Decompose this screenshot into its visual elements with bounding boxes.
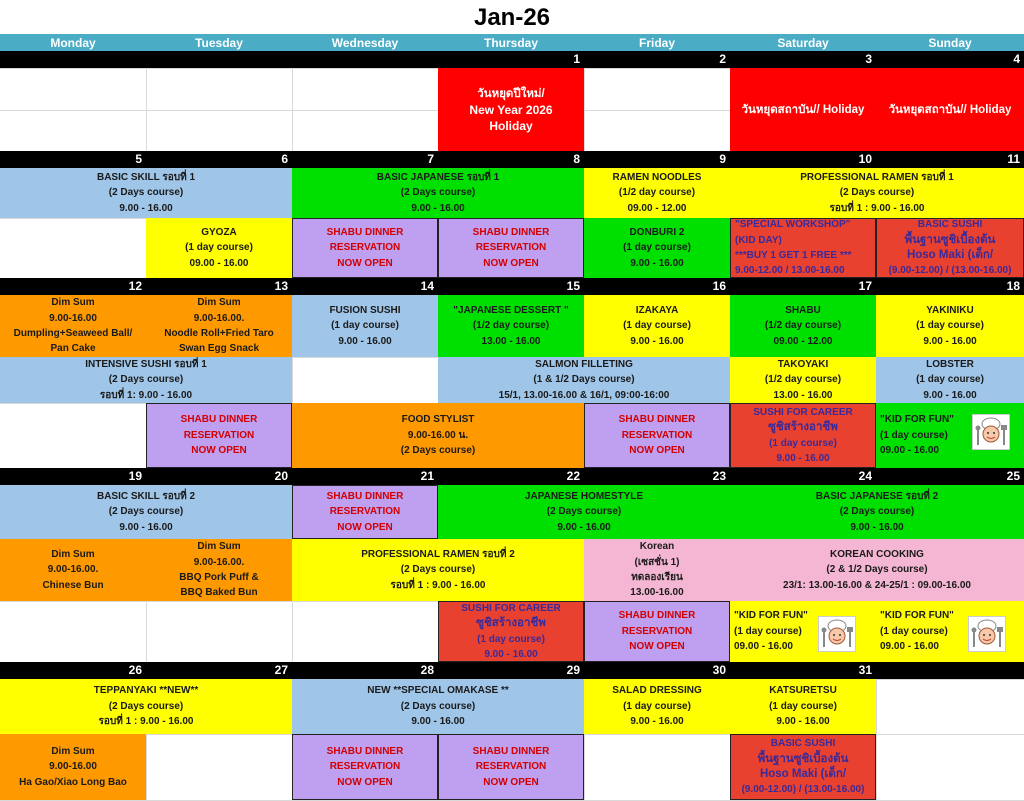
event-line: 09.00 - 12.00 <box>773 335 833 347</box>
event-line: SUSHI FOR CAREER <box>461 602 561 614</box>
day-number: 11 <box>1007 152 1020 166</box>
event-line: NOW OPEN <box>629 445 685 457</box>
day-number: 15 <box>566 279 580 293</box>
event-line: (1 day course) <box>880 625 948 637</box>
event-line: Hoso Maki (เด็ก/ <box>906 249 994 261</box>
shabu-dinner-reservation[interactable] <box>438 218 584 278</box>
course-basic-sushi[interactable] <box>730 734 876 800</box>
event-line: FOOD STYLIST <box>401 414 475 426</box>
event-line: INTENSIVE SUSHI รอบที่ 1 <box>85 358 207 370</box>
event-line: (2 Days course) <box>108 700 184 712</box>
day-number: 27 <box>274 663 288 677</box>
course-gyoza[interactable] <box>146 218 292 278</box>
event-line: Hoso Maki (เด็ก/ <box>759 768 847 780</box>
course-japanese-homestyle[interactable] <box>438 485 730 539</box>
event-line: (เซสชั่น 1) <box>634 556 680 568</box>
course-lobster[interactable] <box>876 357 1024 403</box>
event-line: Dim Sum <box>197 541 241 553</box>
event-line: วันหยุดสถาบัน// Holiday <box>888 103 1012 116</box>
event-line: JAPANESE HOMESTYLE <box>524 490 644 502</box>
event-line: BASIC JAPANESE รอบที่ 2 <box>815 490 939 502</box>
event-line: SHABU DINNER <box>326 226 404 238</box>
day-number: 12 <box>128 279 142 293</box>
event-line: NOW OPEN <box>483 257 539 269</box>
day-number <box>292 51 438 68</box>
day-number: 17 <box>858 279 872 293</box>
event-line: YAKINIKU <box>926 304 974 316</box>
course-korean-cooking[interactable] <box>730 539 1024 601</box>
event-line: BASIC SUSHI <box>917 219 983 231</box>
day-number: 10 <box>858 152 872 166</box>
day-header-friday: Friday <box>584 34 730 51</box>
day-number: 8 <box>573 152 580 166</box>
course-yakiniku[interactable] <box>876 295 1024 357</box>
event-line: 9.00-12.00 / 13.00-16.00 <box>735 265 845 277</box>
event-line: (2 Days course) <box>400 445 476 457</box>
event-line: Chinese Bun <box>42 579 104 591</box>
event-line: SHABU DINNER <box>472 226 550 238</box>
event-line: 9.00-16.00. <box>193 556 245 568</box>
event-line: SHABU <box>785 304 821 316</box>
day-number: 5 <box>135 152 142 166</box>
event-line: NEW **SPECIAL OMAKASE ** <box>367 685 509 697</box>
event-line: TEPPANYAKI **NEW** <box>93 685 199 697</box>
course-special-omakase[interactable] <box>292 679 584 734</box>
event-line: "SPECIAL WORKSHOP" <box>735 219 851 231</box>
course-takoyaki[interactable] <box>730 357 876 403</box>
event-line: KATSURETSU <box>769 685 837 697</box>
event-line: (9.00-12.00) / (13.00-16.00) <box>888 265 1012 277</box>
event-line: พื้นฐานซูชิเบื้องต้น <box>757 752 849 765</box>
day-number: 18 <box>1006 279 1020 293</box>
shabu-dinner-reservation[interactable] <box>584 403 730 468</box>
event-line: RESERVATION <box>621 625 693 637</box>
shabu-dinner-reservation[interactable] <box>146 403 292 468</box>
shabu-dinner-reservation[interactable] <box>292 734 438 800</box>
event-line: LOBSTER <box>926 358 974 370</box>
event-line: Holiday <box>489 118 533 133</box>
event-line: 09.00 - 16.00 <box>880 641 939 653</box>
event-line: 13.00-16.00 <box>630 587 684 599</box>
event-line: SHABU DINNER <box>618 414 696 426</box>
event-line: RESERVATION <box>475 761 547 773</box>
event-line: 13.00 - 16.00 <box>773 389 833 401</box>
course-salmon-filleting[interactable] <box>438 357 730 403</box>
event-line: NOW OPEN <box>337 257 393 269</box>
day-number: 25 <box>1006 469 1020 483</box>
grid-line <box>876 679 877 800</box>
event-line: Swan Egg Snack <box>178 343 260 355</box>
event-line: RESERVATION <box>475 242 547 254</box>
holiday-institute[interactable] <box>730 68 876 151</box>
day-number: 24 <box>858 469 872 483</box>
event-line: NOW OPEN <box>629 641 685 653</box>
event-line: "KID FOR FUN" <box>734 610 808 622</box>
event-line: 9.00-16.00 น. <box>407 429 469 441</box>
event-line: SHABU DINNER <box>326 490 404 502</box>
event-line: IZAKAYA <box>635 304 679 316</box>
event-line: (1 day course) <box>477 633 545 645</box>
event-line: RESERVATION <box>621 429 693 441</box>
event-line: 9.00 - 16.00 <box>776 452 830 464</box>
event-line: 9.00 - 16.00 <box>338 335 392 347</box>
course-salad-dressing[interactable] <box>584 679 730 734</box>
event-line: 9.00 - 16.00 <box>776 716 830 728</box>
day-number: 2 <box>719 52 726 66</box>
course-dim-sum[interactable] <box>146 539 292 601</box>
event-line: 09.00 - 16.00 <box>734 641 793 653</box>
event-line: รอบที่ 1 : 9.00 - 16.00 <box>98 716 194 728</box>
day-header-sunday: Sunday <box>876 34 1024 51</box>
day-number: 16 <box>712 279 726 293</box>
event-line: Pan Cake <box>50 343 96 355</box>
day-header-tuesday: Tuesday <box>146 34 292 51</box>
shabu-dinner-reservation[interactable] <box>292 218 438 278</box>
course-katsuretsu[interactable] <box>730 679 876 734</box>
event-line: 9.00-16.00 <box>49 761 97 773</box>
course-intensive-sushi-1[interactable] <box>0 357 292 403</box>
event-line: 9.00 - 16.00 <box>630 716 684 728</box>
event-line: "KID FOR FUN" <box>880 414 954 426</box>
event-line: วันหยุดปีใหม่/ <box>477 87 545 100</box>
event-line: (2 Days course) <box>400 700 476 712</box>
event-line: DONBURI 2 <box>629 226 685 238</box>
shabu-dinner-reservation[interactable] <box>584 601 730 662</box>
event-line: 13.00 - 16.00 <box>481 335 541 347</box>
event-line: ทดลองเรียน <box>631 572 683 583</box>
event-line: 09.00 - 16.00 <box>189 257 249 269</box>
event-line: (1 & 1/2 Days course) <box>533 374 635 386</box>
course-japanese-dessert[interactable] <box>438 295 584 357</box>
day-number: 6 <box>281 152 288 166</box>
event-line: 9.00 - 16.00 <box>850 521 904 533</box>
event-line: "JAPANESE DESSERT " <box>453 304 569 316</box>
event-line: (1 day course) <box>769 437 837 449</box>
event-line: 9.00-16.00. <box>47 564 99 576</box>
event-line: RESERVATION <box>183 429 255 441</box>
event-line: 9.00 - 16.00 <box>119 521 173 533</box>
event-line: 9.00 - 16.00 <box>411 202 465 214</box>
course-food-stylist[interactable] <box>292 403 584 468</box>
event-line: Dim Sum <box>51 297 95 309</box>
event-line: รอบที่ 1 : 9.00 - 16.00 <box>390 579 486 591</box>
event-line: (1 day course) <box>880 429 948 441</box>
course-sushi-for-career[interactable] <box>730 403 876 468</box>
day-number: 31 <box>858 663 872 677</box>
event-line: 9.00-16.00 <box>49 312 97 324</box>
event-line: Dumpling+Seaweed Ball/ <box>13 328 133 339</box>
course-basic-japanese-1[interactable] <box>292 168 584 218</box>
event-line: 9.00 - 16.00 <box>630 335 684 347</box>
course-dim-sum[interactable] <box>0 539 146 601</box>
day-header-wednesday: Wednesday <box>292 34 438 51</box>
day-number: 26 <box>128 663 142 677</box>
day-number: 1 <box>573 52 580 66</box>
event-line: TAKOYAKI <box>777 358 829 370</box>
event-line: (2 Days course) <box>108 187 184 199</box>
event-line: BASIC SKILL รอบที่ 1 <box>96 171 196 183</box>
day-number: 20 <box>274 469 288 483</box>
event-line: PROFESSIONAL RAMEN รอบที่ 1 <box>800 171 954 183</box>
event-line: KOREAN COOKING <box>830 548 924 560</box>
event-line: New Year 2026 <box>469 102 553 117</box>
event-line: ซูชิสร้างอาชีพ <box>476 617 546 630</box>
event-line: 9.00 - 16.00 <box>557 521 611 533</box>
event-line: RESERVATION <box>329 242 401 254</box>
event-line: 09.00 - 16.00 <box>880 445 939 457</box>
event-line: 9.00 - 16.00 <box>923 389 977 401</box>
event-line: RESERVATION <box>329 506 401 518</box>
day-number <box>0 51 146 68</box>
event-line: 9.00 - 16.00 <box>119 202 173 214</box>
course-donburi-2[interactable] <box>584 218 730 278</box>
event-line: BASIC SUSHI <box>770 738 836 750</box>
event-line: วันหยุดสถาบัน// Holiday <box>741 103 865 116</box>
course-basic-sushi[interactable] <box>876 218 1024 278</box>
event-line: (2 Days course) <box>108 506 184 518</box>
event-line: BBQ Pork Puff & <box>179 572 259 583</box>
day-number: 3 <box>865 52 872 66</box>
course-shabu[interactable] <box>730 295 876 357</box>
event-line: Dim Sum <box>197 297 241 309</box>
day-number: 30 <box>712 663 726 677</box>
day-number: 9 <box>719 152 726 166</box>
event-line: (KID DAY) <box>735 234 782 246</box>
event-line: SALAD DRESSING <box>612 685 702 697</box>
event-line: 9.00-16.00. <box>193 312 245 324</box>
day-header-thursday: Thursday <box>438 34 584 51</box>
day-number: 21 <box>420 469 434 483</box>
event-line: "KID FOR FUN" <box>880 610 954 622</box>
holiday-new-year[interactable] <box>438 68 584 151</box>
course-korean-trial[interactable] <box>584 539 730 601</box>
day-number: 23 <box>712 469 726 483</box>
course-fusion-sushi[interactable] <box>292 295 438 357</box>
event-line: (2 Days course) <box>546 506 622 518</box>
event-line: Korean <box>639 541 675 553</box>
event-line: (1 day course) <box>623 320 691 332</box>
event-line: (1 day course) <box>623 242 691 254</box>
event-line: RESERVATION <box>329 761 401 773</box>
workshop-kid-day[interactable] <box>730 218 876 278</box>
event-line: NOW OPEN <box>483 776 539 788</box>
day-number: 28 <box>420 663 434 677</box>
event-line: 9.00 - 16.00 <box>411 716 465 728</box>
event-line: (1/2 day course) <box>764 374 842 386</box>
event-line: (2 & 1/2 Days course) <box>826 564 928 576</box>
event-line: GYOZA <box>201 226 237 238</box>
shabu-dinner-reservation[interactable] <box>438 734 584 800</box>
event-line: รอบที่ 1 : 9.00 - 16.00 <box>829 202 925 214</box>
event-line: 9.00 - 16.00 <box>923 335 977 347</box>
course-teppanyaki[interactable] <box>0 679 292 734</box>
day-number <box>146 51 292 68</box>
course-ramen-noodles[interactable] <box>584 168 730 218</box>
event-line: (2 Days course) <box>839 506 915 518</box>
event-line: ซูชิสร้างอาชีพ <box>768 421 838 434</box>
event-line: (2 Days course) <box>400 187 476 199</box>
event-line: BASIC SKILL รอบที่ 2 <box>96 490 196 502</box>
course-basic-skill-1[interactable] <box>0 168 292 218</box>
event-line: (1 day course) <box>769 700 837 712</box>
event-line: Dim Sum <box>51 745 95 757</box>
event-line: (2 Days course) <box>839 187 915 199</box>
day-number: 19 <box>128 469 142 483</box>
event-line: BASIC JAPANESE รอบที่ 1 <box>376 171 500 183</box>
event-line: SHABU DINNER <box>180 414 258 426</box>
event-line: 09.00 - 12.00 <box>627 202 687 214</box>
event-line: ***BUY 1 GET 1 FREE *** <box>735 250 852 261</box>
day-header-monday: Monday <box>0 34 146 51</box>
event-line: รอบที่ 1: 9.00 - 16.00 <box>99 389 193 401</box>
day-number: 4 <box>1013 52 1020 66</box>
event-line: 9.00 - 16.00 <box>630 257 684 269</box>
day-number: 22 <box>566 469 580 483</box>
event-line: (1/2 day course) <box>618 187 696 199</box>
event-line: Ha Gao/Xiao Long Bao <box>19 776 127 788</box>
chef-kid-icon <box>972 414 1010 450</box>
course-sushi-for-career[interactable] <box>438 601 584 662</box>
event-line: พื้นฐานซูชิเบื้องต้น <box>904 233 996 246</box>
event-line: SUSHI FOR CAREER <box>753 406 853 418</box>
event-line: (1 day course) <box>331 320 399 332</box>
day-number: 13 <box>274 279 288 293</box>
course-professional-ramen-2[interactable] <box>292 539 584 601</box>
event-line: 23/1: 13.00-16.00 & 24-25/1 : 09.00-16.00 <box>783 579 971 591</box>
event-line: Dim Sum <box>51 548 95 560</box>
course-basic-japanese-2[interactable] <box>730 485 1024 539</box>
event-line: 15/1, 13.00-16.00 & 16/1, 09:00-16:00 <box>498 389 670 401</box>
event-line: SHABU DINNER <box>472 745 550 757</box>
course-izakaya[interactable] <box>584 295 730 357</box>
course-dim-sum[interactable] <box>0 734 146 800</box>
event-line: NOW OPEN <box>337 776 393 788</box>
event-line: (1 day course) <box>916 320 984 332</box>
course-dim-sum[interactable] <box>146 295 292 357</box>
event-line: 9.00 - 16.00 <box>484 648 538 660</box>
day-number: 29 <box>566 663 580 677</box>
event-line: PROFESSIONAL RAMEN รอบที่ 2 <box>361 548 515 560</box>
event-line: (1/2 day course) <box>472 320 550 332</box>
event-line: SALMON FILLETING <box>535 358 633 370</box>
event-line: Noodle Roll+Fried Taro <box>164 328 274 339</box>
event-line: SHABU DINNER <box>326 745 404 757</box>
event-line: RAMEN NOODLES <box>612 171 702 183</box>
chef-kid-icon <box>968 616 1006 652</box>
event-line: (1 day course) <box>623 700 691 712</box>
chef-kid-icon <box>818 616 856 652</box>
event-line: BBQ Baked Bun <box>180 587 258 599</box>
day-number: 14 <box>420 279 434 293</box>
event-line: (1 day course) <box>916 374 984 386</box>
course-professional-ramen-1[interactable] <box>730 168 1024 218</box>
event-line: (2 Days course) <box>108 374 184 386</box>
event-line: SHABU DINNER <box>618 610 696 622</box>
event-line: (2 Days course) <box>400 564 476 576</box>
day-header-saturday: Saturday <box>730 34 876 51</box>
holiday-institute[interactable] <box>876 68 1024 151</box>
event-line: (9.00-12.00) / (13.00-16.00) <box>741 784 865 796</box>
shabu-dinner-reservation[interactable] <box>292 485 438 539</box>
event-line: NOW OPEN <box>191 445 247 457</box>
event-line: (1 day course) <box>734 625 802 637</box>
event-line: (1 day course) <box>185 242 253 254</box>
event-line: FUSION SUSHI <box>329 304 401 316</box>
day-number <box>876 662 1024 679</box>
event-line: NOW OPEN <box>337 521 393 533</box>
course-basic-skill-2[interactable] <box>0 485 292 539</box>
course-dim-sum[interactable] <box>0 295 146 357</box>
day-number: 7 <box>427 152 434 166</box>
calendar-title: Jan-26 <box>473 4 551 31</box>
event-line: (1/2 day course) <box>764 320 842 332</box>
